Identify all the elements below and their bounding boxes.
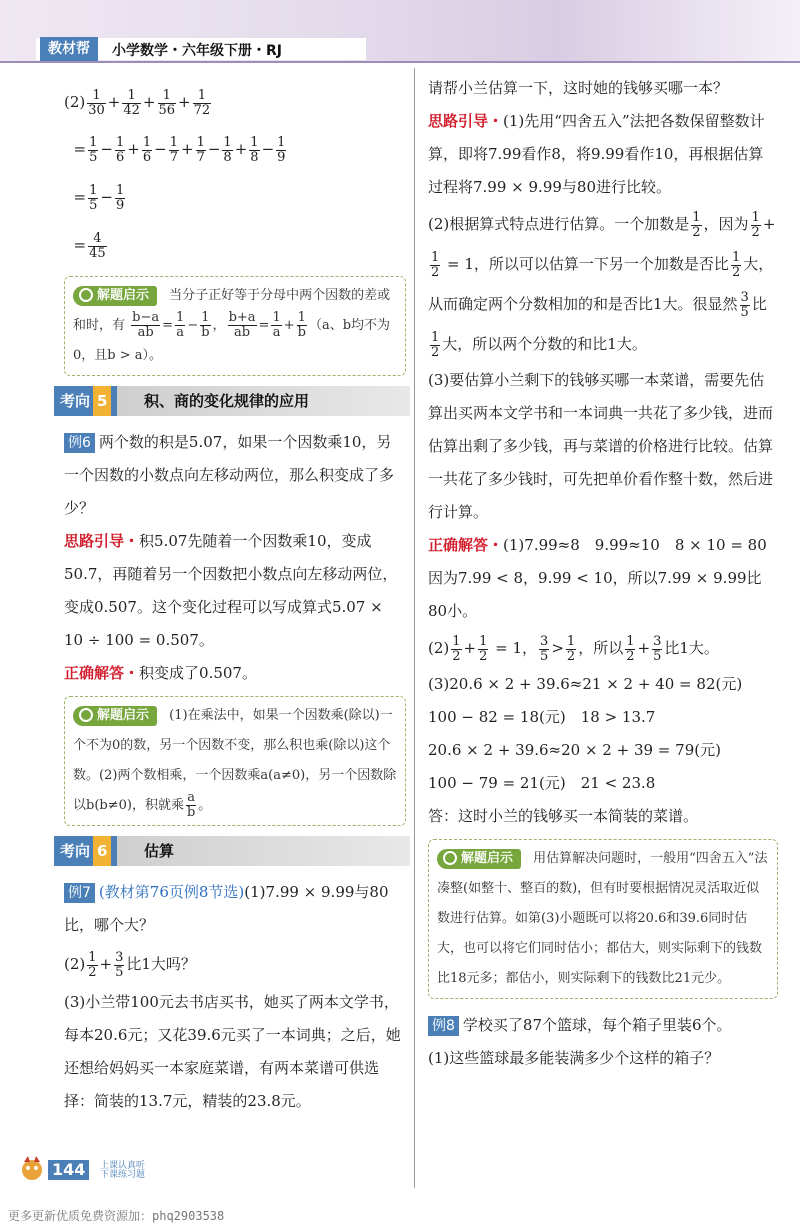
example-8: 例8 学校买了87个篮球，每个箱子里装6个。	[428, 1009, 778, 1042]
page-number: 144	[48, 1160, 89, 1180]
tip-box-3: 解题启示 用估算解决问题时，一般用“四舍五入”法凑整(如整十、整百的数)，但有时要根据情况灵活取近似数进行估算。如第(3)小题既可以将20.6和39.6同时估大，也可以将它们同时估小；都估大，则实际剩下的钱数比18元多；都估小，则实际剩下的钱数比21元少。	[428, 839, 778, 999]
section-title: 积、商的变化规律的应用	[144, 392, 310, 410]
think-3: (3)要估算小兰剩下的钱够买哪一本菜谱，需要先估算出买两本文学书和一本词典一共花了多少钱，进而估算出剩了多少钱，再与菜谱的价格进行比较。估算一共花了多少钱时，可先把单价看作整十数，然后进行计算。	[428, 371, 774, 521]
watermark: 更多更新优质免费资源加：phq2903538	[8, 1209, 225, 1223]
section-label: 考向 5	[54, 386, 117, 416]
answer-1: 正确解答・(1)7.99≈8 9.99≈10 8 × 10 = 80	[428, 536, 767, 554]
column-divider	[414, 68, 415, 1188]
tip-box-1: 解题启示 当分子正好等于分母中两个因数的差或和时，有 $\frac{b-a}{ab}$ = $\frac{1}{a}$ − $\frac{1}{b}$ ， $\frac{b+a}{ab}$ = $\frac{1}{a}$ + $\frac{1}{b}$ （a、b均不为0，且b > a）。	[64, 276, 406, 376]
r-line-1: 请帮小兰估算一下，这时她的钱够买哪一本？	[428, 79, 729, 97]
tip-label: 解题启示	[437, 849, 521, 869]
answer-4: (3)20.6 × 2 + 39.6≈21 × 2 + 40 = 82(元)	[428, 675, 743, 693]
think-2: (2)根据算式特点进行估算。一个加数是 $\frac{1}{2}$ ，因为 $\frac{1}{2}$ + $\frac{1}{2}$ = 1，所以可以估算一下另一个加数是否比 $\frac{1}{2}$ 大，从而确定两个分数相加的和是否比1大。很显然 $\frac{3}{5}$ 比 $\frac{1}{2}$ 大，所以两个分数的和比1大。	[428, 209, 776, 360]
footer-note: 上课认真听 下课练习题	[100, 1161, 146, 1180]
answer-3: (2) $\frac{1}{2}$ + $\frac{1}{2}$ = 1， $\frac{3}{5}$ > $\frac{1}{2}$ ，所以 $\frac{1}{2}$ + $\frac{3}{5}$ 比1大。	[428, 633, 719, 664]
right-column	[428, 72, 778, 1075]
page-footer	[18, 1152, 168, 1186]
tip-label: 解题启示	[73, 286, 157, 306]
mascot-icon	[18, 1154, 46, 1184]
section-label: 考向 6	[54, 836, 117, 866]
example-7-q2: (2) $\frac{1}{2}$ + $\frac{3}{5}$ 比1大吗？	[64, 949, 196, 980]
calc-line-1: (2) $\frac{1}{30}$ + $\frac{1}{42}$ + $\frac{1}{56}$ + $\frac{1}{72}$	[64, 87, 211, 118]
answer-8: 答：这时小兰的钱够买一本简装的菜谱。	[428, 807, 699, 825]
pin-icon	[79, 288, 93, 302]
example-7: 例7 (教材第76页例8节选)(1)7.99 × 9.99与80比，哪个大？	[64, 883, 389, 934]
section-6-bar	[54, 836, 410, 866]
answer-7: 100 − 79 = 21(元) 21 < 23.8	[428, 774, 656, 792]
section-title: 估算	[144, 842, 175, 860]
pin-icon	[443, 851, 457, 865]
pin-icon	[79, 708, 93, 722]
tip-label: 解题启示	[73, 706, 157, 726]
example-8-q1: (1)这些篮球最多能装满多少个这样的箱子？	[428, 1049, 720, 1067]
section-5-bar	[54, 386, 410, 416]
example-6-answer: 正确解答・积变成了0.507。	[64, 664, 257, 682]
brand-badge: 教材帮	[40, 37, 98, 61]
header-rule	[0, 61, 800, 63]
think-1: 思路引导・(1)先用“四舍五入”法把各数保留整数计算，即将7.99看作8，将9.99看作10，再根据估算过程将7.99 × 9.99与80进行比较。	[428, 112, 765, 196]
example-6-think: 思路引导・积5.07先随着一个因数乘10，变成50.7，再随着另一个因数把小数点向左移动两位，变成0.507。这个变化过程可以写成算式5.07 × 10 ÷ 100 = 0.507。	[64, 532, 398, 649]
tip-box-2: 解题启示 (1)在乘法中，如果一个因数乘(除以)一个不为0的数，另一个因数不变，那么积也乘(除以)这个数。(2)两个数相乘，一个因数乘a(a≠0)，另一个因数除以b(b≠0)，积就乘 $\frac{a}{b}$ 。	[64, 696, 406, 826]
left-column	[60, 80, 406, 1118]
answer-2: 因为7.99 < 8，9.99 < 10，所以7.99 × 9.99比80小。	[428, 569, 762, 620]
answer-6: 20.6 × 2 + 39.6≈20 × 2 + 39 = 79(元)	[428, 741, 721, 759]
example-6: 例6 两个数的积是5.07，如果一个因数乘10，另一个因数的小数点向左移动两位，那么积变成了多少？	[64, 433, 395, 517]
calc-line-4: = $\frac{4}{45}$	[73, 230, 106, 261]
calc-line-3: = $\frac{1}{5}$ − $\frac{1}{9}$	[73, 182, 125, 213]
example-7-q3: (3)小兰带100元去书店买书，她买了两本文学书，每本20.6元；又花39.6元买了一本词典；之后，她还想给妈妈买一本家庭菜谱，有两本菜谱可供选择：简装的13.7元，精装的23.8元。	[64, 993, 401, 1110]
answer-5: 100 − 82 = 18(元) 18 > 13.7	[428, 708, 656, 726]
calc-line-2: = $\frac{1}{5}$ − $\frac{1}{6}$ + $\frac{1}{6}$ − $\frac{1}{7}$ + $\frac{1}{7}$ − $\frac{1}{8}$ + $\frac{1}{8}$ − $\frac{1}{9}$	[73, 134, 286, 165]
book-title: 小学数学・六年级下册・RJ	[112, 43, 282, 59]
